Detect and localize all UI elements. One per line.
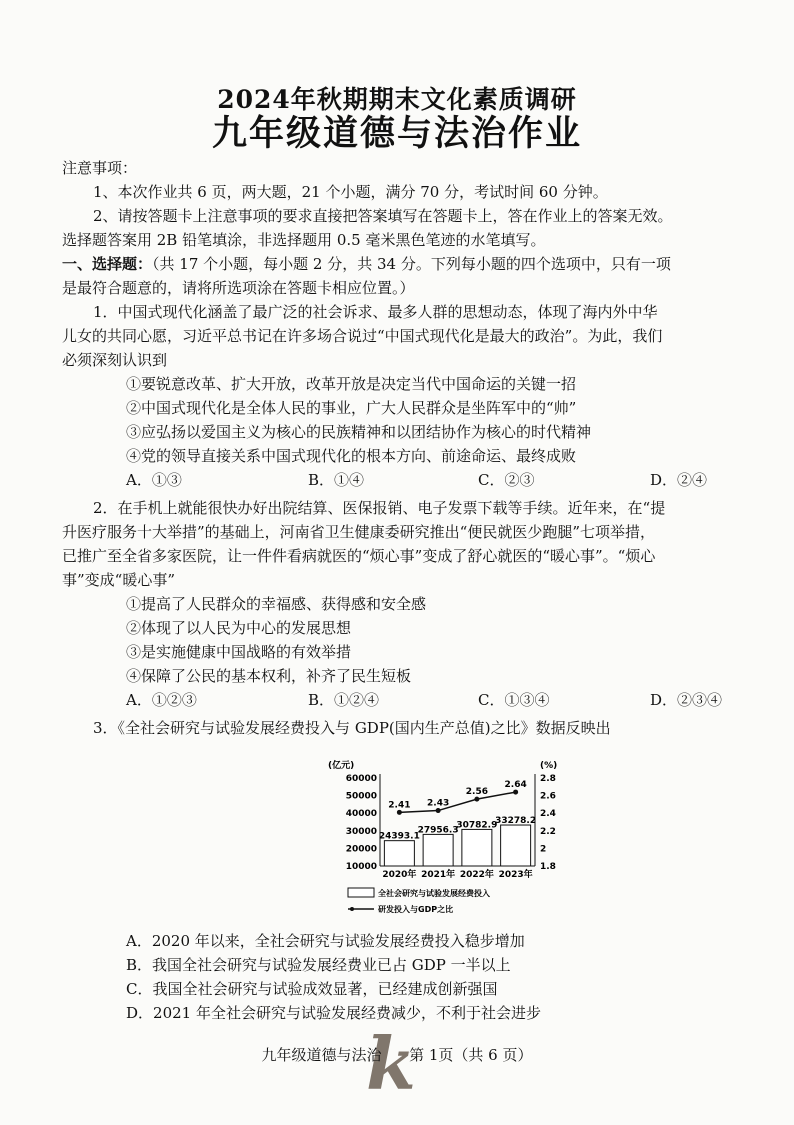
watermark-logo: k — [366, 1021, 416, 1106]
q2-line4: 事”变成“暖心事” — [62, 571, 176, 589]
x-tick-label: 2020年 — [382, 870, 417, 880]
q2-statement-2: ②体现了以人民为中心的发展思想 — [126, 619, 352, 637]
q2-statement-4: ④保障了公民的基本权利，补齐了民生短板 — [126, 667, 412, 685]
notes-item1: 1、本次作业共 6 页，两大题，21 个小题，满分 70 分，考试时间 60 分钟。 — [93, 183, 608, 201]
y-right-tick-label: 2.6 — [540, 791, 556, 802]
q2-choices — [126, 689, 746, 711]
bar-data-label: 24393.1 — [378, 831, 420, 842]
bar — [501, 825, 531, 866]
title-line2: 九年级道德与法治作业 — [211, 113, 582, 154]
y-left-tick-label: 30000 — [345, 826, 377, 837]
y-right-tick-label: 2.8 — [540, 774, 556, 784]
ratio-line — [399, 792, 515, 812]
y-left-unit-label: (亿元) — [328, 761, 355, 771]
bar-data-label: 33278.2 — [495, 816, 537, 827]
q1-line1: 1．中国式现代化涵盖了最广泛的社会诉求、最多人群的思想动态，体现了海内外中华 — [93, 303, 658, 321]
bar — [423, 834, 453, 866]
q2-choice-b[interactable]: B．①②④ — [308, 691, 380, 709]
q1-choice-d[interactable]: D．②④ — [650, 471, 708, 489]
bar — [462, 829, 492, 866]
y-right-tick-label: 2 — [540, 844, 547, 855]
bar — [384, 841, 414, 866]
ratio-point — [436, 808, 441, 813]
y-left-tick-label: 40000 — [345, 809, 377, 820]
q1-statement-4: ④党的领导直接关系中国式现代化的根本方向、前途命运、最终成败 — [126, 447, 577, 465]
q3-choice-d[interactable]: D．2021 年全社会研究与试验发展经费减少，不利于社会进步 — [126, 1004, 541, 1022]
section1-desc-line1 — [62, 253, 671, 275]
legend-bar-swatch — [348, 888, 374, 897]
q2-line2: 升医疗服务十大举措”的基础上，河南省卫生健康委研究推出“便民就医少跑腿”七项举措， — [62, 523, 656, 541]
y-right-unit-label: (%) — [540, 761, 558, 771]
x-tick-label: 2023年 — [498, 870, 533, 880]
ratio-data-label: 2.41 — [388, 800, 411, 811]
bar-data-label: 27956.3 — [417, 825, 459, 836]
bar-data-label: 30782.9 — [456, 820, 498, 831]
y-left-tick-label: 60000 — [345, 774, 377, 784]
page-footer — [0, 1044, 794, 1065]
ratio-point — [513, 790, 518, 795]
q2-statement-3: ③是实施健康中国战略的有效举措 — [126, 643, 352, 661]
q3-stem: 3．《全社会研究与试验发展经费投入与 GDP(国内生产总值)之比》数据反映出 — [93, 719, 611, 737]
q1-line2: 儿女的共同心愿，习近平总书记在许多场合说过“中国式现代化是最大的政治”。为此，我们 — [62, 327, 663, 345]
y-left-tick-label: 50000 — [345, 791, 377, 802]
q1-choice-b[interactable]: B．①④ — [308, 471, 365, 489]
q3-choice-c[interactable]: C．我国全社会研究与试验成效显著，已经建成创新强国 — [126, 980, 498, 998]
x-tick-label: 2022年 — [459, 870, 494, 880]
q2-line1: 2．在手机上就能很快办好出院结算、医保报销、电子发票下载等手续。近年来，在“提 — [93, 499, 666, 517]
notes-heading: 注意事项： — [62, 159, 138, 177]
q1-statement-1: ①要锐意改革、扩大开放，改革开放是决定当代中国命运的关键一招 — [126, 375, 577, 393]
q1-line3: 必须深刻认识到 — [62, 351, 168, 369]
rd-chart — [310, 748, 580, 923]
q1-choices — [126, 469, 746, 491]
ratio-data-label: 2.56 — [465, 787, 488, 798]
footer-page-number: 第 1页（共 6 页） — [409, 1046, 533, 1064]
notes-item2b: 选择题答案用 2B 铅笔填涂，非选择题用 0.5 毫米黑色笔迹的水笔填写。 — [62, 231, 546, 249]
q2-line3: 已推广至全省多家医院，让一件件看病就医的“烦心事”变成了舒心就医的“暖心事”。“烦心 — [62, 547, 656, 565]
q1-statement-2: ②中国式现代化是全体人民的事业，广大人民群众是坐阵军中的“帅” — [126, 399, 577, 417]
q1-choice-a[interactable]: A．①③ — [126, 471, 182, 489]
legend-line-label: 研发投入与GDP之比 — [378, 905, 454, 914]
q2-choice-d[interactable]: D．②③④ — [650, 691, 723, 709]
q2-statement-1: ①提高了人民群众的幸福感、获得感和安全感 — [126, 595, 427, 613]
legend-line-marker — [350, 907, 354, 911]
q1-statement-3: ③应弘扬以爱国主义为核心的民族精神和以团结协作为核心的时代精神 — [126, 423, 592, 441]
y-right-tick-label: 1.8 — [540, 862, 556, 872]
section1-desc-a: （共 17 个小题，每小题 2 分，共 34 分。下列每小题的四个选项中，只有一项 — [152, 255, 671, 273]
ratio-point — [474, 797, 479, 802]
ratio-data-label: 2.64 — [504, 780, 527, 791]
q3-choice-b[interactable]: B．我国全社会研究与试验发展经费业已占 GDP 一半以上 — [126, 956, 511, 974]
title-line1: 2024年秋期期末文化素质调研 — [217, 85, 577, 114]
y-right-tick-label: 2.2 — [540, 826, 556, 837]
legend-bar-label: 全社会研究与试验发展经费投入 — [378, 889, 490, 898]
q2-choice-a[interactable]: A．①②③ — [126, 691, 197, 709]
y-right-tick-label: 2.4 — [540, 809, 556, 820]
x-tick-label: 2021年 — [421, 870, 456, 880]
ratio-data-label: 2.43 — [427, 798, 450, 809]
section1-desc-b: 是最符合题意的，请将所选项涂在答题卡相应位置。） — [62, 279, 415, 297]
q3-choice-a[interactable]: A．2020 年以来，全社会研究与试验发展经费投入稳步增加 — [126, 932, 525, 950]
q2-choice-c[interactable]: C．①③④ — [478, 691, 550, 709]
ratio-point — [397, 810, 402, 815]
notes-item2a: 2、请按答题卡上注意事项的要求直接把答案填写在答题卡上，答在作业上的答案无效。 — [93, 207, 673, 225]
y-left-tick-label: 10000 — [345, 862, 377, 872]
q1-choice-c[interactable]: C．②③ — [478, 471, 535, 489]
section1-heading: 一、选择题： — [62, 255, 153, 273]
footer-subject: 九年级道德与法治 — [261, 1046, 382, 1064]
y-left-tick-label: 20000 — [345, 844, 377, 855]
